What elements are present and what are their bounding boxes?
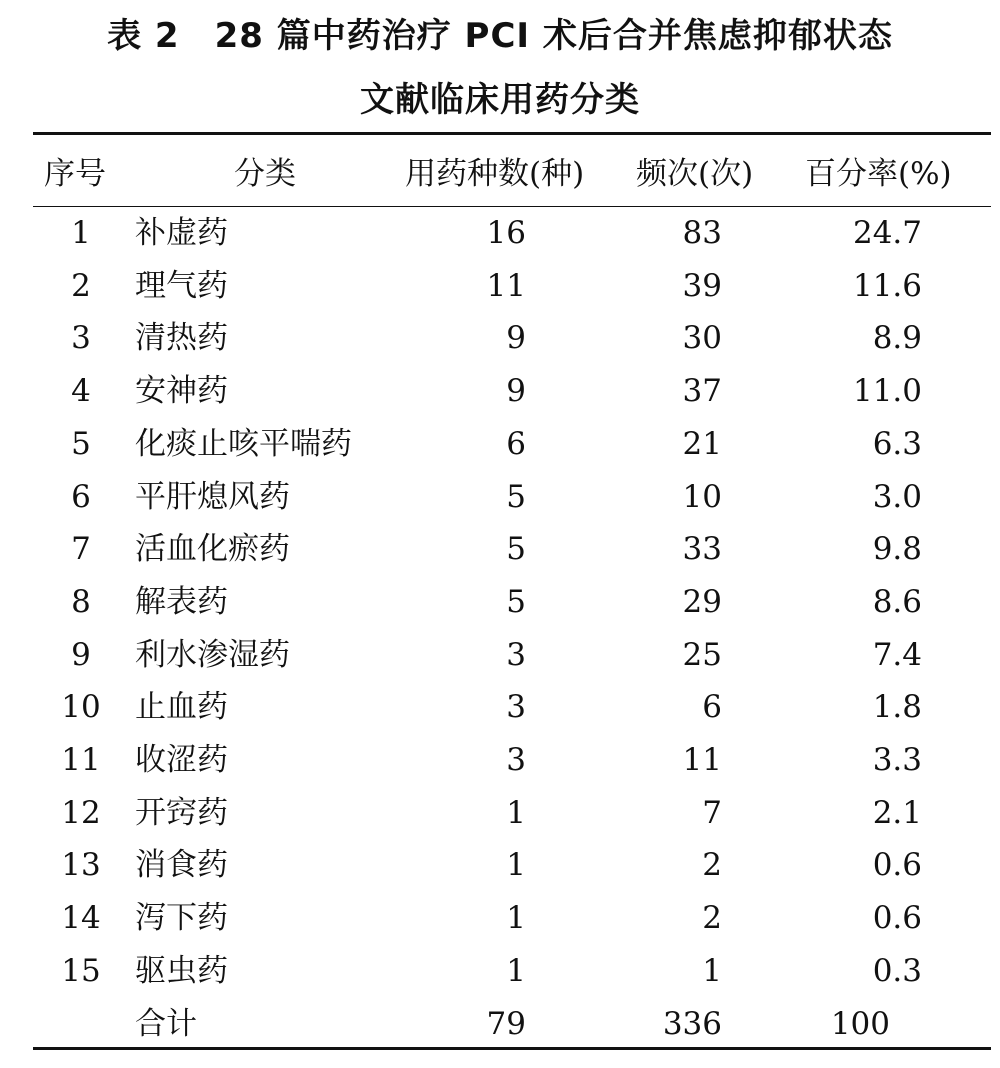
row-percentage: 8.9 xyxy=(872,320,922,357)
table-row xyxy=(0,523,1000,575)
header-frequency: 频次(次) xyxy=(636,156,754,192)
row-category: 止血药 xyxy=(135,689,228,726)
row-frequency: 37 xyxy=(682,373,722,410)
row-category: 化痰止咳平喘药 xyxy=(135,425,352,462)
row-kinds: 1 xyxy=(506,847,526,884)
row-percentage: 3.0 xyxy=(872,478,922,515)
table-row xyxy=(0,418,1000,470)
header-index: 序号 xyxy=(44,156,106,192)
row-frequency: 10 xyxy=(682,478,722,515)
row-percentage: 11.0 xyxy=(852,373,922,410)
table-title-continuation: 文献临床用药分类 xyxy=(360,80,640,120)
row-frequency: 25 xyxy=(682,636,722,673)
row-percentage: 0.6 xyxy=(872,900,922,937)
row-index: 5 xyxy=(71,425,91,462)
header-percentage: 百分率(%) xyxy=(805,156,952,192)
row-index: 15 xyxy=(61,952,101,989)
row-kinds: 5 xyxy=(506,531,526,568)
header-kinds: 用药种数(种) xyxy=(405,156,585,192)
row-percentage: 6.3 xyxy=(872,425,922,462)
row-frequency: 6 xyxy=(702,689,722,726)
row-frequency: 39 xyxy=(682,267,722,304)
table-row xyxy=(0,629,1000,681)
row-kinds: 9 xyxy=(506,320,526,357)
table-row xyxy=(0,365,1000,417)
table-total-row xyxy=(0,998,1000,1050)
row-category: 收涩药 xyxy=(135,742,228,778)
row-kinds: 6 xyxy=(506,425,526,462)
table-bottom-rule xyxy=(33,1047,991,1050)
row-index: 14 xyxy=(61,900,101,937)
row-frequency: 1 xyxy=(702,952,722,989)
row-category: 安神药 xyxy=(135,373,228,410)
row-index: 12 xyxy=(61,794,101,831)
table-row xyxy=(0,576,1000,628)
row-frequency: 11 xyxy=(682,742,722,778)
row-category: 消食药 xyxy=(135,847,228,884)
row-percentage: 24.7 xyxy=(852,215,922,251)
table-row xyxy=(0,787,1000,839)
row-category: 理气药 xyxy=(135,267,228,304)
row-index: 1 xyxy=(71,215,91,251)
row-category: 清热药 xyxy=(135,320,228,357)
row-frequency: 83 xyxy=(682,215,722,251)
row-percentage: 0.3 xyxy=(872,952,922,989)
row-frequency: 30 xyxy=(682,320,722,357)
row-frequency: 2 xyxy=(702,847,722,884)
row-percentage: 11.6 xyxy=(852,267,922,304)
row-category: 平肝熄风药 xyxy=(135,478,290,515)
row-index: 13 xyxy=(61,847,101,884)
table-row xyxy=(0,892,1000,944)
row-frequency: 2 xyxy=(702,900,722,937)
row-frequency: 7 xyxy=(702,794,722,831)
row-category: 泻下药 xyxy=(135,900,228,937)
total-kinds: 79 xyxy=(486,1006,526,1042)
row-kinds: 5 xyxy=(506,478,526,515)
table-row xyxy=(0,312,1000,364)
row-frequency: 29 xyxy=(682,583,722,620)
row-kinds: 9 xyxy=(506,373,526,410)
row-kinds: 3 xyxy=(506,689,526,726)
row-category: 驱虫药 xyxy=(135,952,228,989)
row-index: 11 xyxy=(61,742,101,778)
row-kinds: 16 xyxy=(486,215,526,251)
row-index: 9 xyxy=(71,636,91,673)
table-row xyxy=(0,681,1000,733)
row-percentage: 8.6 xyxy=(872,583,922,620)
total-label: 合计 xyxy=(135,1006,197,1042)
row-category: 开窍药 xyxy=(135,794,228,831)
table-row xyxy=(0,839,1000,891)
total-frequency: 336 xyxy=(662,1006,722,1042)
row-category: 利水渗湿药 xyxy=(135,636,290,673)
row-kinds: 5 xyxy=(506,583,526,620)
table-row xyxy=(0,471,1000,523)
total-percentage: 100 xyxy=(830,1006,890,1042)
row-kinds: 3 xyxy=(506,636,526,673)
row-kinds: 1 xyxy=(506,952,526,989)
row-frequency: 33 xyxy=(682,531,722,568)
table-row xyxy=(0,945,1000,997)
row-kinds: 1 xyxy=(506,794,526,831)
row-index: 7 xyxy=(71,531,91,568)
row-percentage: 9.8 xyxy=(872,531,922,568)
row-percentage: 7.4 xyxy=(872,636,922,673)
row-index: 2 xyxy=(71,267,91,304)
table-row xyxy=(0,734,1000,786)
row-category: 补虚药 xyxy=(135,215,228,251)
row-category: 解表药 xyxy=(135,583,228,620)
row-index: 8 xyxy=(71,583,91,620)
row-kinds: 3 xyxy=(506,742,526,778)
row-percentage: 2.1 xyxy=(872,794,922,831)
row-index: 10 xyxy=(61,689,101,726)
table-header-row xyxy=(0,148,1000,200)
row-index: 6 xyxy=(71,478,91,515)
row-percentage: 3.3 xyxy=(872,742,922,778)
row-category: 活血化瘀药 xyxy=(135,531,290,568)
table-row xyxy=(0,260,1000,312)
table-row xyxy=(0,207,1000,259)
row-index: 3 xyxy=(71,320,91,357)
row-kinds: 1 xyxy=(506,900,526,937)
row-kinds: 11 xyxy=(486,267,526,304)
row-percentage: 1.8 xyxy=(872,689,922,726)
row-frequency: 21 xyxy=(682,425,722,462)
header-category: 分类 xyxy=(234,156,296,192)
row-index: 4 xyxy=(71,373,91,410)
row-percentage: 0.6 xyxy=(872,847,922,884)
table-top-rule xyxy=(33,132,991,135)
table-title: 表 2 28 篇中药治疗 PCI 术后合并焦虑抑郁状态 xyxy=(107,16,893,56)
